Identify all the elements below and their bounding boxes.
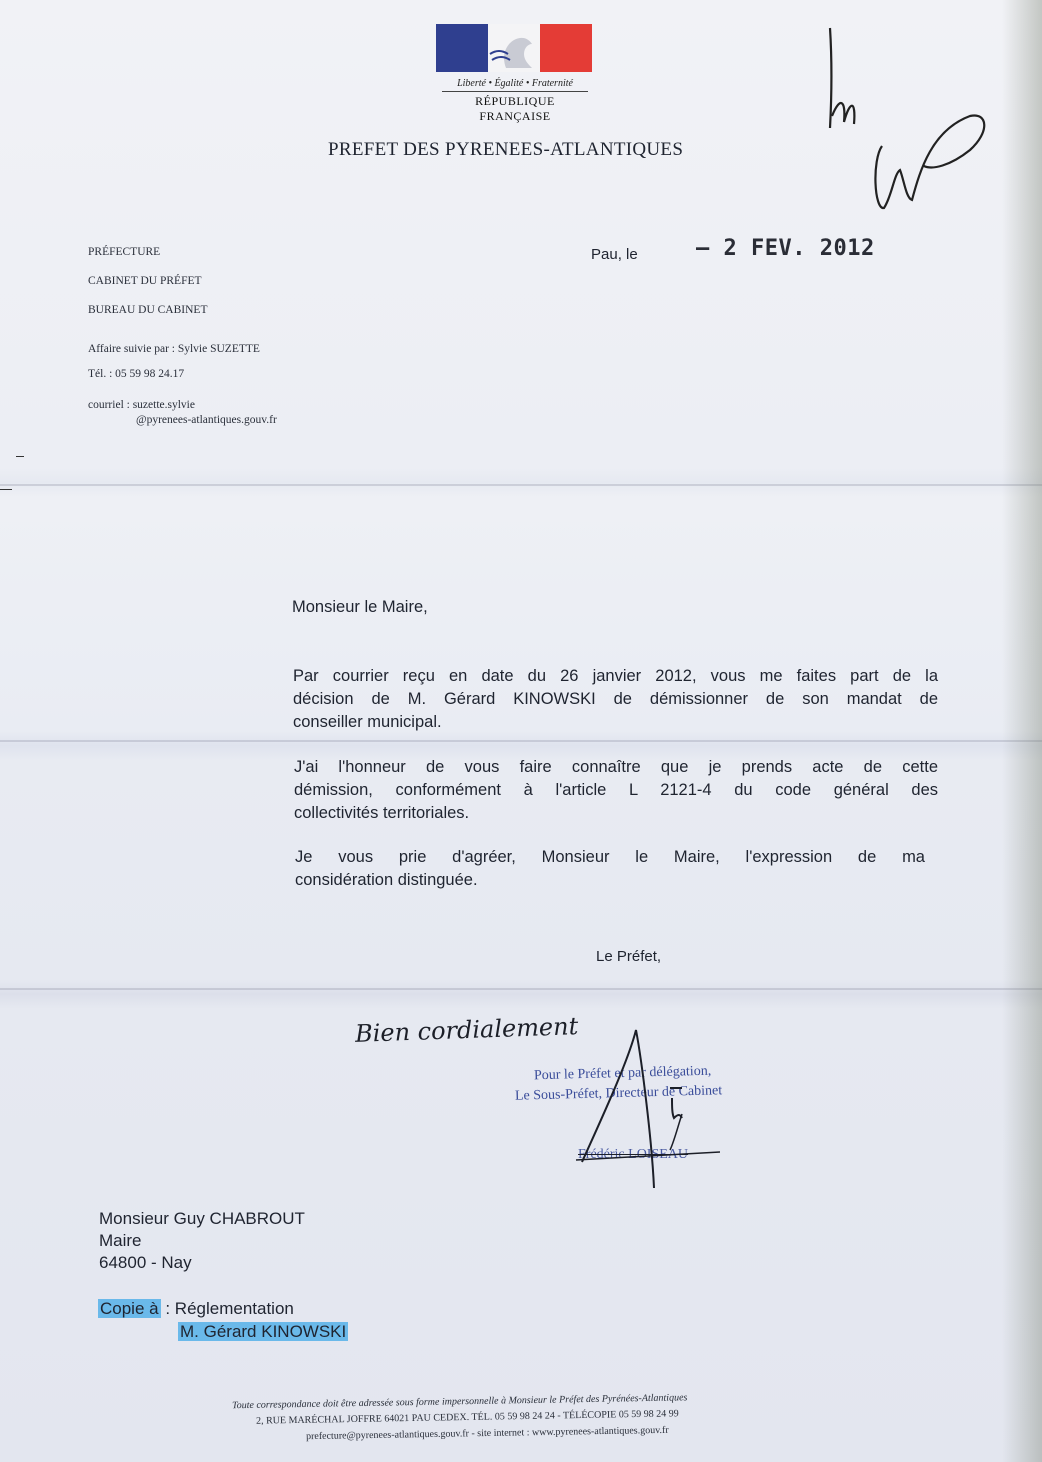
prefecture-title: PREFET DES PYRENEES-ATLANTIQUES [328, 139, 684, 160]
paragraph-3 [295, 846, 925, 892]
flag-icon [436, 24, 592, 72]
footer-line3: prefecture@pyrenees-atlantiques.gouv.fr - site internet : www.pyrenees-atlantiques.gouv.fr [305, 1424, 669, 1443]
recipient-block [99, 1208, 305, 1274]
paragraph-1-line: conseiller municipal. [293, 713, 442, 731]
republique-label: RÉPUBLIQUE FRANÇAISE [442, 91, 588, 124]
marianne-logo [436, 24, 594, 124]
greeting: Monsieur le Maire, [292, 598, 428, 616]
copy-line1 [98, 1297, 294, 1320]
sender-line1: PRÉFECTURE [88, 246, 161, 258]
sender-email-domain: @pyrenees-atlantiques.gouv.fr [136, 414, 277, 426]
affaire-suivie: Affaire suivie par : Sylvie SUZETTE [88, 343, 260, 355]
fold-line [0, 484, 1042, 486]
paragraph-2-line: collectivités territoriales. [294, 804, 470, 822]
paragraph-2-line: démission, conformément à l'article L 2121-4 du code général des [294, 781, 938, 799]
paragraph-3-line: Je vous prie d'agréer, Monsieur le Maire, l'expression de ma [295, 848, 925, 866]
page-shadow [1002, 0, 1042, 1462]
copy-label: Copie à [100, 1299, 159, 1318]
stamp-name: Frédéric LOISEAU [578, 1147, 689, 1162]
footer-line1: Toute correspondance doit être adressée sous forme impersonnelle à Monsieur le Préfet des Pyrénées-Atlantiques [231, 1392, 688, 1412]
copy-item1: : Réglementation [165, 1299, 294, 1318]
copy-line2 [178, 1320, 348, 1343]
sender-line2: CABINET DU PRÉFET [88, 275, 202, 287]
paragraph-2 [294, 756, 938, 825]
recipient-title: Maire [99, 1231, 142, 1250]
margin-mark [16, 456, 24, 457]
fold-line [0, 988, 1042, 990]
motto: Liberté • Égalité • Fraternité [457, 78, 573, 89]
copy-item2: M. Gérard KINOWSKI [180, 1322, 347, 1341]
sender-email-user: courriel : suzette.sylvie [88, 399, 195, 411]
signature-scribble [570, 1022, 720, 1192]
sender-phone: Tél. : 05 59 98 24.17 [88, 368, 185, 380]
paragraph-2-line: J'ai l'honneur de vous faire connaître que je prends acte de cette [294, 758, 938, 776]
stamp-line2: Le Sous-Préfet, Directeur de Cabinet [514, 1083, 723, 1104]
paragraph-1-line: Par courrier reçu en date du 26 janvier 2012, vous me faites part de la [293, 667, 938, 685]
recipient-name: Monsieur Guy CHABROUT [99, 1209, 305, 1228]
recipient-city: 64800 - Nay [99, 1253, 192, 1272]
sender-line3: BUREAU DU CABINET [88, 304, 208, 316]
date-place: Pau, le [591, 246, 638, 263]
paragraph-1 [293, 665, 938, 734]
stamp-line1: Pour le Préfet et par délégation, [533, 1063, 712, 1084]
paragraph-3-line: considération distinguée. [295, 871, 478, 889]
date-stamp: – 2 FEV. 2012 [696, 236, 875, 261]
margin-mark [0, 489, 12, 490]
closing: Le Préfet, [596, 948, 662, 965]
footer-line2: 2, RUE MARÉCHAL JOFFRE 64021 PAU CEDEX. TÉL. 05 59 98 24 24 - TÉLÉCOPIE 05 59 98 24 99 [255, 1408, 679, 1427]
paragraph-1-line: décision de M. Gérard KINOWSKI de démissionner de son mandat de [293, 690, 938, 708]
fold-line [0, 740, 1042, 742]
handwritten-initials [820, 20, 1000, 220]
handwritten-note: Bien cordialement [354, 1012, 579, 1048]
